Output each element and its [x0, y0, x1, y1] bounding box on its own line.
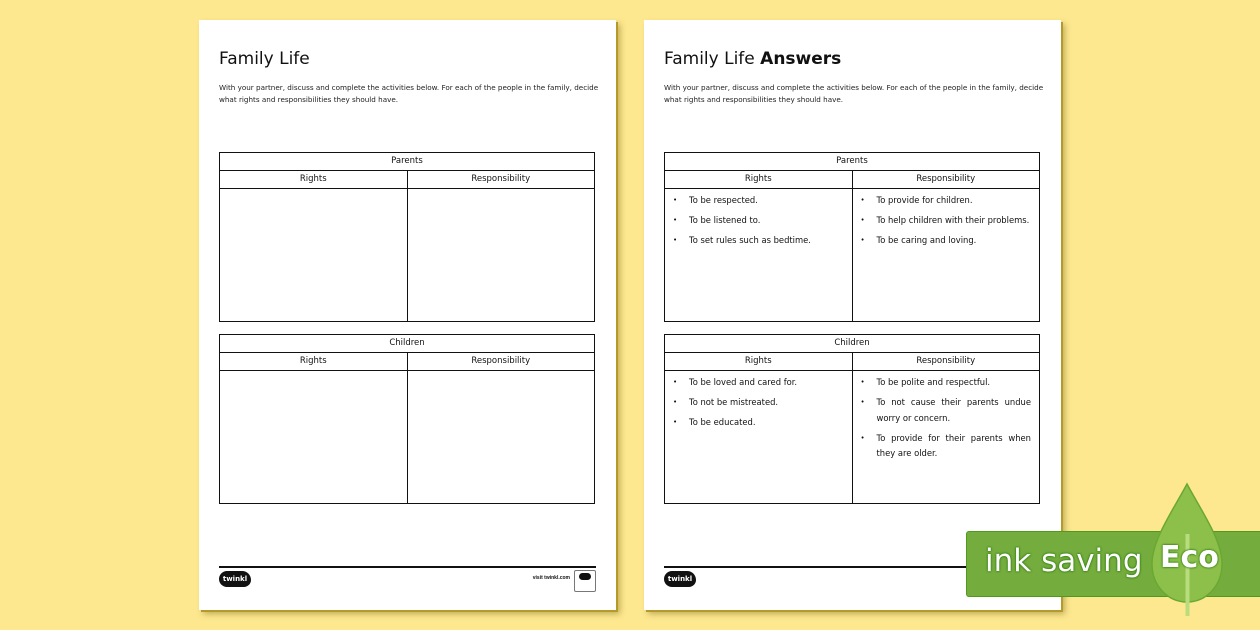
list-item: • To be polite and respectful.: [859, 375, 1032, 391]
instructions-text: With your partner, discuss and complete the activities below. For each of the people in the family, decide what rights and responsibilities they should have.: [664, 83, 1044, 104]
quality-badge-icon: [574, 570, 596, 592]
children-table: [219, 334, 595, 504]
list-item: • To provide for their parents when they are older.: [859, 431, 1032, 462]
page-title: [664, 49, 841, 69]
title-bold: Answers: [760, 49, 842, 69]
column-header-rights: Rights: [665, 171, 853, 188]
list-item: • To help children with their problems.: [859, 213, 1032, 229]
footer-divider: [219, 566, 596, 568]
parents-table: [664, 152, 1040, 322]
responsibility-cell[interactable]: [408, 189, 595, 321]
parents-table: [219, 152, 595, 322]
twinkl-logo: twinkl: [219, 571, 251, 587]
children-table: [664, 334, 1040, 504]
instructions-text: With your partner, discuss and complete the activities below. For each of the people in the family, decide what rights and responsibilities they should have.: [219, 83, 599, 104]
page-title: Family Life: [219, 49, 310, 69]
column-header-responsibility: Responsibility: [471, 174, 531, 184]
list-item: • To be loved and cared for.: [671, 375, 844, 391]
list-item: • To be respected.: [671, 193, 844, 209]
visit-link[interactable]: visit twinkl.com: [532, 575, 570, 581]
title-prefix: Family Life: [664, 49, 755, 69]
column-header-responsibility: Responsibility: [916, 174, 976, 184]
rights-cell[interactable]: [220, 189, 408, 321]
table-caption: Children: [665, 335, 1039, 353]
column-header-rights: Rights: [665, 353, 853, 370]
list-item: • To be educated.: [671, 415, 844, 431]
answers-page: [644, 20, 1061, 610]
ink-saving-label: ink saving: [985, 543, 1143, 579]
column-header-rights: Rights: [220, 353, 408, 370]
list-item: • To set rules such as bedtime.: [671, 233, 844, 249]
column-header-rights: Rights: [220, 171, 408, 188]
responsibility-cell[interactable]: [408, 371, 595, 503]
twinkl-logo: twinkl: [664, 571, 696, 587]
list-item: • To be listened to.: [671, 213, 844, 229]
responsibility-cell: [853, 371, 1040, 503]
rights-cell[interactable]: [220, 371, 408, 503]
worksheet-page: [199, 20, 616, 610]
responsibility-cell: [853, 189, 1040, 321]
table-caption: Parents: [220, 153, 594, 171]
column-header-responsibility: Responsibility: [916, 356, 976, 366]
column-header-responsibility: Responsibility: [471, 356, 531, 366]
eco-badge-label: Eco: [1160, 540, 1219, 575]
list-item: • To not cause their parents undue worry or concern.: [859, 395, 1032, 426]
rights-cell: [665, 189, 853, 321]
list-item: • To be caring and loving.: [859, 233, 1032, 249]
table-caption: Children: [220, 335, 594, 353]
list-item: • To not be mistreated.: [671, 395, 844, 411]
table-caption: Parents: [665, 153, 1039, 171]
rights-cell: [665, 371, 853, 503]
list-item: • To provide for children.: [859, 193, 1032, 209]
